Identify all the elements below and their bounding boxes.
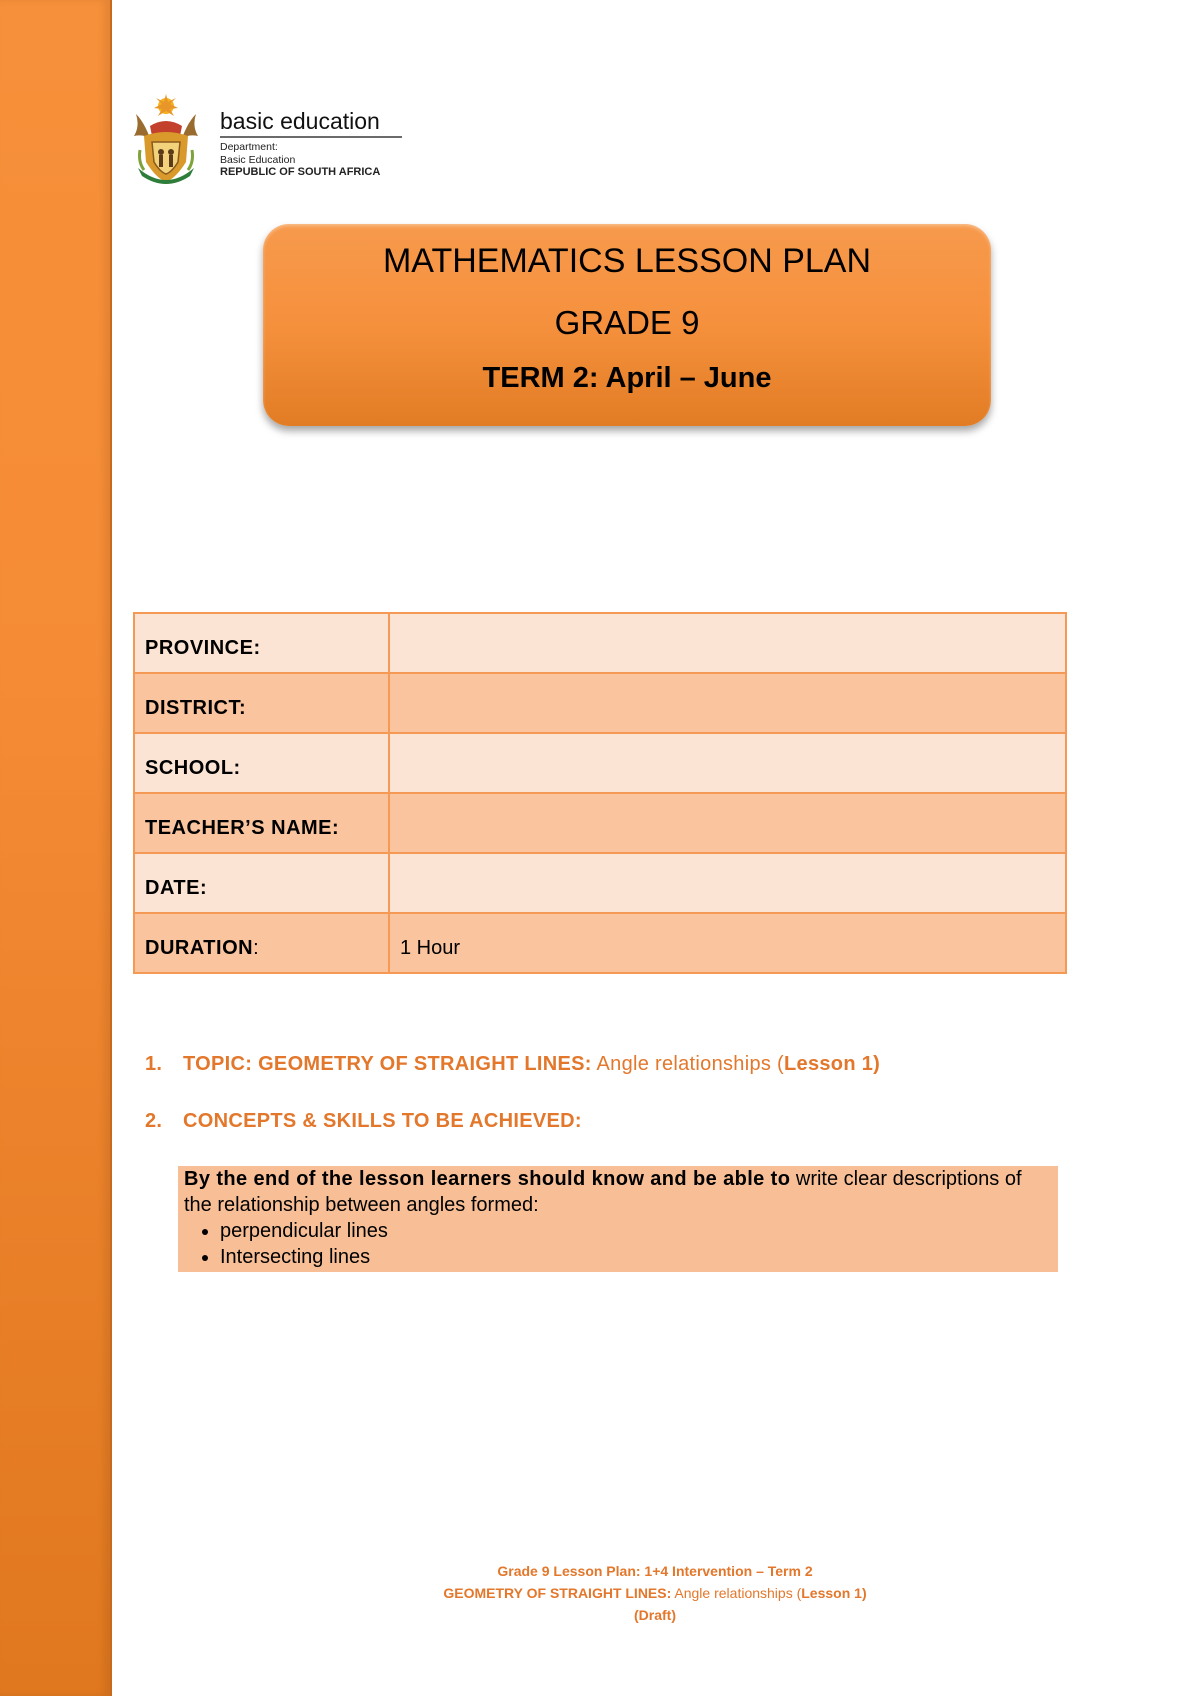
topic-subject: Angle relationships ( xyxy=(591,1053,785,1075)
info-table xyxy=(133,612,1067,974)
footer-line-2 xyxy=(300,1582,1010,1604)
skills-lead: By the end of the lesson learners should know and be able to xyxy=(184,1168,791,1190)
page-footer xyxy=(300,1560,1010,1626)
footer-topic: GEOMETRY OF STRAIGHT LINES: xyxy=(443,1585,672,1601)
duration-value[interactable]: 1 Hour xyxy=(389,913,1066,973)
department-text xyxy=(220,141,380,179)
footer-subject: Angle relationships ( xyxy=(671,1585,802,1601)
title-line-3: TERM 2: April – June xyxy=(482,362,772,394)
logo-divider xyxy=(220,136,402,138)
dept-line-2: Basic Education xyxy=(220,153,296,166)
department-logo xyxy=(130,92,410,192)
brand-name: basic education xyxy=(220,108,380,134)
coat-of-arms-icon xyxy=(130,92,202,188)
topic-lesson: Lesson 1) xyxy=(784,1053,881,1075)
footer-lesson: Lesson 1) xyxy=(801,1585,867,1601)
topic-section xyxy=(145,1053,880,1076)
title-line-1: MATHEMATICS LESSON PLAN xyxy=(382,242,872,280)
province-label: PROVINCE: xyxy=(134,613,389,673)
duration-label-colon: : xyxy=(253,937,260,959)
footer-line-3: (Draft) xyxy=(634,1607,676,1623)
concepts-number: 2. xyxy=(145,1110,163,1132)
concepts-section xyxy=(145,1110,582,1133)
dept-line-3: REPUBLIC OF SOUTH AFRICA xyxy=(220,166,381,178)
skills-text: write clear descriptions of the relationship between angles formed: xyxy=(184,1168,1022,1216)
table-row xyxy=(134,913,1066,973)
school-label: SCHOOL: xyxy=(134,733,389,793)
province-value[interactable] xyxy=(389,613,1066,673)
list-item: • perpendicular lines xyxy=(220,1218,1052,1244)
table-row xyxy=(134,673,1066,733)
duration-label xyxy=(134,913,389,973)
orange-side-bar xyxy=(0,0,112,1696)
teacher-name-value[interactable] xyxy=(389,793,1066,853)
district-value[interactable] xyxy=(389,673,1066,733)
dept-line-1: Department: xyxy=(220,141,278,153)
list-item: • Intersecting lines xyxy=(220,1244,1052,1270)
table-row xyxy=(134,793,1066,853)
table-row xyxy=(134,733,1066,793)
duration-label-text: DURATION xyxy=(145,937,254,959)
district-label: DISTRICT: xyxy=(134,673,389,733)
footer-line-1: Grade 9 Lesson Plan: 1+4 Intervention – Term 2 xyxy=(497,1563,813,1579)
table-row xyxy=(134,853,1066,913)
date-label: DATE: xyxy=(134,853,389,913)
school-value[interactable] xyxy=(389,733,1066,793)
skills-intro xyxy=(184,1166,1052,1218)
topic-number: 1. xyxy=(145,1053,163,1075)
title-line-2: GRADE 9 xyxy=(554,304,700,341)
table-row xyxy=(134,613,1066,673)
skills-list xyxy=(184,1218,1052,1270)
concepts-heading: CONCEPTS & SKILLS TO BE ACHIEVED: xyxy=(183,1110,582,1132)
date-value[interactable] xyxy=(389,853,1066,913)
topic-heading: TOPIC: GEOMETRY OF STRAIGHT LINES: xyxy=(183,1053,592,1075)
title-banner xyxy=(263,224,991,426)
skills-box xyxy=(178,1166,1058,1272)
teacher-name-label: TEACHER’S NAME: xyxy=(134,793,389,853)
